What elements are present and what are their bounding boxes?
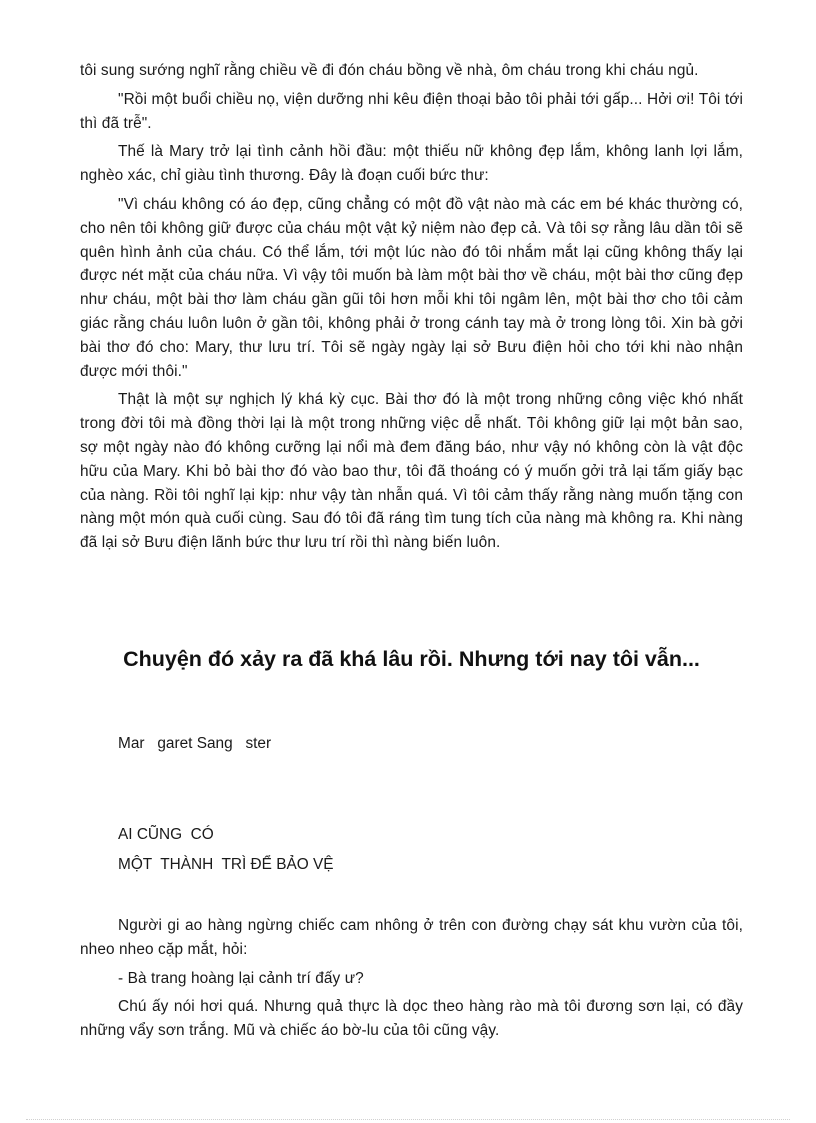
story-title-line-1: AI CŨNG CÓ [118, 826, 214, 843]
author-line: Mar garet Sang ster [118, 735, 272, 752]
story-title-line-2: MỘT THÀNH TRÌ ĐỂ BẢO VỆ [118, 856, 334, 873]
body-section-bottom [80, 914, 743, 1048]
body-section-top [80, 59, 743, 560]
paragraph-6: Người gi ao hàng ngừng chiếc cam nhông ở trên con đường chạy sát khu vườn của tôi, nheo nheo cặp mắt, hỏi: [80, 917, 743, 958]
paragraph-1: tôi sung sướng nghĩ rằng chiều về đi đón cháu bồng về nhà, ôm cháu trong khi cháu ngủ. [80, 62, 699, 79]
paragraph-5: Thật là một sự nghịch lý khá kỳ cục. Bài thơ đó là một trong những công việc khó nhất trong đời tôi mà đồng thời lại là một trong những việc dễ nhất. Tôi không giữ lại một bản sao, sợ một ngày nào đó không cưỡng lại nổi mà đem đăng báo, như vậy nó không còn là vật độc hữu của Mary. Khi bỏ bài thơ đó vào bao thư, tôi đã thoáng có ý muốn gởi trả lại tấm giấy bạc của nàng. Rồi tôi nghĩ lại kịp: như vậy tàn nhẫn quá. Vì tôi cảm thấy rằng nàng muốn tặng con nàng một món quà cuối cùng. Sau đó tôi đã ráng tìm tung tích của nàng mà không ra. Khi nàng đã lại sở Bưu điện lãnh bức thư lưu trí rồi thì nàng biến luôn. [80, 391, 743, 552]
section-heading: Chuyện đó xảy ra đã khá lâu rồi. Nhưng tới nay tôi vẫn... [123, 647, 700, 671]
paragraph-7: - Bà trang hoàng lại cảnh trí đấy ư? [118, 969, 364, 987]
paragraph-4: "Vì cháu không có áo đẹp, cũng chẳng có một đồ vật nào mà các em bé khác thường có, cho nên tôi không giữ được của cháu một vật kỷ niệm nào đẹp cả. Và tôi sợ rằng lâu dần tôi sẽ quên hình ảnh của cháu. Có thể lắm, tới một lúc nào đó tôi nhắm mắt lại cũng không thấy lại được nét mặt của cháu nữa. Vì vậy tôi muốn bà làm một bài thơ về cháu, một bài thơ cũng đẹp như cháu, một bài thơ làm cháu gần gũi tôi hơn mỗi khi tôi ngâm lên, một bài thơ cho tôi cảm giác rằng cháu luôn luôn ở gần tôi, không phải ở trong cánh tay mà ở trong lòng tôi. Xin bà gởi bài thơ đó cho: Mary, thư lưu trí. Tôi sẽ ngày ngày lại sở Bưu điện hỏi cho tới khi nào nhận được mới thôi." [80, 195, 743, 380]
paragraph-3: Thế là Mary trở lại tình cảnh hồi đầu: một thiếu nữ không đẹp lắm, không lanh lợi lắm, nghèo xác, chỉ giàu tình thương. Đây là đoạn cuối bức thư: [80, 143, 743, 185]
paragraph-8: Chú ấy nói hơi quá. Nhưng quả thực là dọc theo hàng rào mà tôi đương sơn lại, có đầy những vẩy sơn trắng. Mũ và chiếc áo bờ-lu của tôi cũng vậy. [80, 998, 743, 1040]
page-bottom-rule [26, 1119, 790, 1120]
paragraph-2: "Rồi một buổi chiều nọ, viện dưỡng nhi kêu điện thoại bảo tôi phải tới gấp... Hởi ơi! Tôi tới thì đã trễ". [80, 90, 743, 132]
